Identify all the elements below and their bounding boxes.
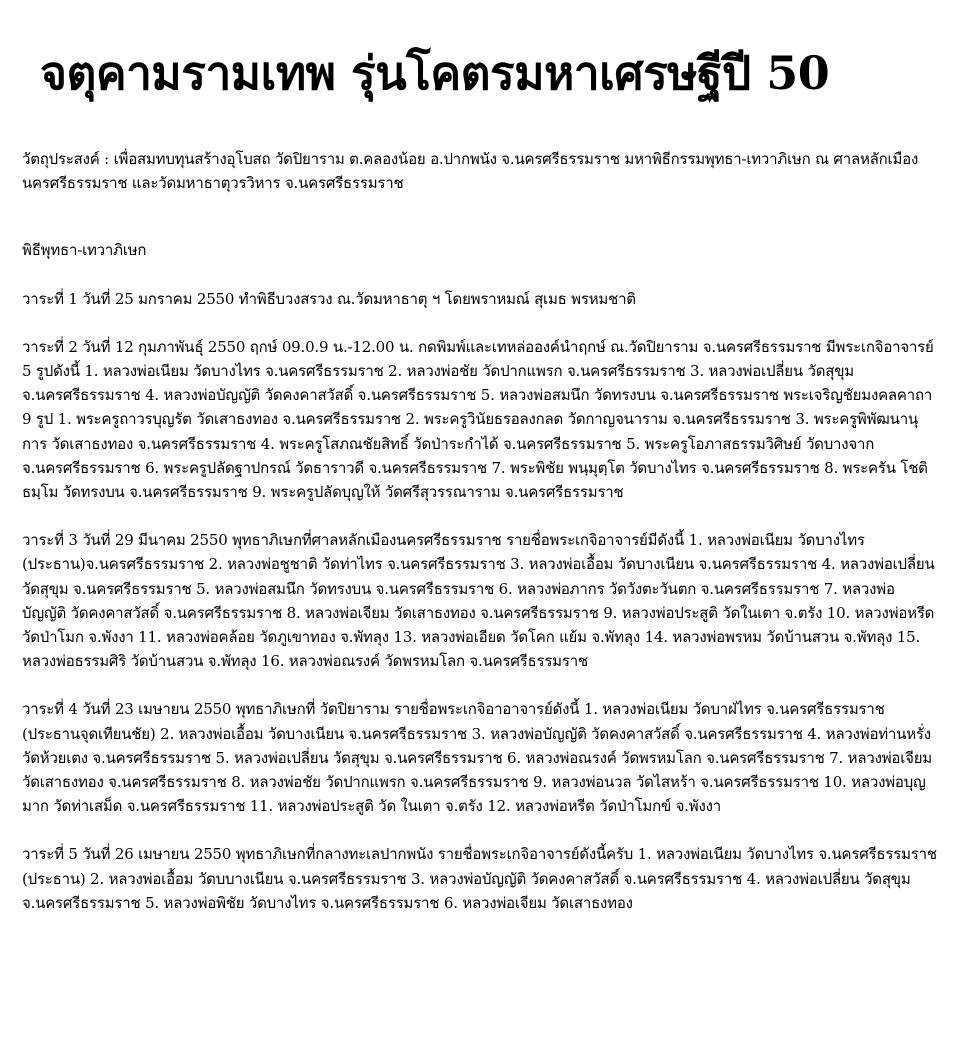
purpose-paragraph: วัตถุประสงค์ : เพื่อสมทบทุนสร้างอุโบสถ วัดปิยาราม ต.คลองน้อย อ.ปากพนัง จ.นครศรีธรรมราช มหาพิธีกรรมพุทธา-เทวาภิเษก ณ ศาลหลักเมืองนครศรีธรรมราช และวัดมหาธาตุวรวิหาร จ.นครศรีธรรมราช [22,150,919,193]
round-5-paragraph: วาระที่ 5 วันที่ 26 เมษายน 2550 พุทธาภิเษกที่กลางทะเลปากพนัง รายชื่อพระเกจิอาจารย์ดังนี้ครับ 1. หลวงพ่อเนียม วัดบางไทร จ.นครศรีธรรมราช (ประธาน) 2. หลวงพ่อเอื้อม วัดบบางเนียน จ.นครศรีธรรมราช 3. หลวงพ่อบัญญัติ วัดคงคาสวัสดิ์ จ.นครศรีธรรมราช 4. หลวงพ่อเปลี่ยน วัดสุขุม จ.นครศรีธรรมราช 5. หลวงพ่อพิชัย วัดบางไทร จ.นครศรีธรรมราช 6. หลวงพ่อเจียม วัดเสาธงทอง [22,845,937,912]
round-1-paragraph: วาระที่ 1 วันที่ 25 มกราคม 2550 ทำพิธีบวงสรวง ณ.วัดมหาธาตุ ฯ โดยพราหมณ์ สุเมธ พรหมชาติ [22,289,636,308]
round-2-paragraph: วาระที่ 2 วันที่ 12 กุมภาพันธุ์ 2550 ฤกษ์ 09.0.9 น.-12.00 น. กดพิมพ์และเทหล่อองค์นำฤกษ์ ณ.วัดปิยาราม จ.นครศรีธรรมราช มีพระเกจิอาจารย์ 5 รูปดังนี้ 1. หลวงพ่อเนียม วัดบางไทร จ.นครศรีธรรมราช 2. หลวงพ่อชัย วัดปากแพรก จ.นครศรีธรรมราช 3. หลวงพ่อเปลี่ยน วัดสุขุม จ.นครศรีธรรมราช 4. หลวงพ่อบัญญัติ วัดคงคาสวัสดิ์ จ.นครศรีธรรมราช 5. หลวงพ่อสมนึก วัดทรงบน จ.นครศรีธรรมราช พระเจริญชัยมงคลคาถา 9 รูป 1. พระครูถาวรบุญรัต วัดเสาธงทอง จ.นครศรีธรรมราช 2. พระครูวินัยธรอลงกลด วัดกาญจนาราม จ.นครศรีธรรมราช 3. พระครูพิพัฒนานุการ วัดเสาธงทอง จ.นครศรีธรรมราช 4. พระครูโสภณชัยสิทธิ์ วัดป่าระกำได้ จ.นครศรีธรรมราช 5. พระครูโอภาสธรรมวิศิษย์ วัดบางจาก จ.นครศรีธรรมราช 6. พระครูปลัดฐาปกรณ์ วัดธาราวดี จ.นครศรีธรรมราช 7. พระพิชัย พนฺมุตฺโต วัดบางไทร จ.นครศรีธรรมราช 8. พระครัน โชติธมฺโม วัดทรงบน จ.นครศรีธรรมราช 9. พระครูปลัดบุญให้ วัดศรีสุวรรณาราม จ.นครศรีธรรมราช [22,337,934,502]
round-3-paragraph: วาระที่ 3 วันที่ 29 มีนาคม 2550 พุทธาภิเษกที่ศาลหลักเมืองนครศรีธรรมราช รายชื่อพระเกจิอาจารย์มีดังนี้ 1. หลวงพ่อเนียม วัดบางไทร (ประธาน)จ.นครศรีธรรมราช 2. หลวงพ่อชูชาติ วัดท่าไทร จ.นครศรีธรรมราช 3. หลวงพ่อเอื้อม วัดบางเนียน จ.นครศรีธรรมราช 4. หลวงพ่อเปลี่ยน วัดสุขุม จ.นครศรีธรรมราช 5. หลวงพ่อสมนึก วัดทรงบน จ.นครศรีธรรมราช 6. หลวงพ่อภากร วัดวังตะวันตก จ.นครศรีธรรมราช 7. หลวงพ่อบัญญัติ วัดคงคาสวัสดิ์ จ.นครศรีธรรมราช 8. หลวงพ่อเจียม วัดเสาธงทอง จ.นครศรีธรรมราช 9. หลวงพ่อประสูติ วัดในเตา จ.ตรัง 10. หลวงพ่อหรีด วัดป่าโมก จ.พังงา 11. หลวงพ่อคล้อย วัดภูเขาทอง จ.พัทลุง 13. หลวงพ่อเอียด วัดโคก แย้ม จ.พัทลุง 14. หลวงพ่อพรหม วัดบ้านสวน จ.พัทลุง 15. หลวงพ่อธรรมศิริ วัดบ้านสวน จ.พัทลุง 16. หลวงพ่อณรงค์ วัดพรหมโลก จ.นครศรีธรรมราช [22,531,935,671]
page-title: จตุคามรามเทพ รุ่นโคตรมหาเศรษฐีปี 50 [40,46,830,100]
article [0,45,960,915]
ceremony-heading: พิธีพุทธา-เทวาภิเษก [22,241,147,260]
round-4-paragraph: วาระที่ 4 วันที่ 23 เมษายน 2550 พุทธาภิเษกที่ วัดปิยาราม รายชื่อพระเกจิอาอาจารย์ดังนี้ 1. หลวงพ่อเนียม วัดบาฝ่ไทร จ.นครศรีธรรมราช (ประธานจุดเทียนชัย) 2. หลวงพ่อเอื้อม วัดบางเนียน จ.นครศรีธรรมราช 3. หลวงพ่อบัญญัติ วัดคงคาสวัสดิ์ จ.นครศรีธรรมราช 4. หลวงพ่อท่านหรั่ง วัดห้วยเตง จ.นครศรีธรรมราช 5. หลวงพ่อเปลี่ยน วัดสุขุม จ.นครศรีธรรมราช 6. หลวงพ่อณรงค์ วัดพรหมโลก จ.นครศรีธรรมราช 7. หลวงพ่อเจียม วัดเสาธงทอง จ.นครศรีธรรมราช 8. หลวงพ่อชัย วัดปากแพรก จ.นครศรีธรรมราช 9. หลวงพ่อนวล วัดไสหร้า จ.นครศรีธรรมราช 10. หลวงพ่อบุญมาก วัดท่าเสม็ด จ.นครศรีธรรมราช 11. หลวงพ่อประสูติ วัด ในเตา จ.ตรัง 12. หลวงพ่อหรีด วัดป่าโมกข์ จ.พังงา [22,700,932,816]
